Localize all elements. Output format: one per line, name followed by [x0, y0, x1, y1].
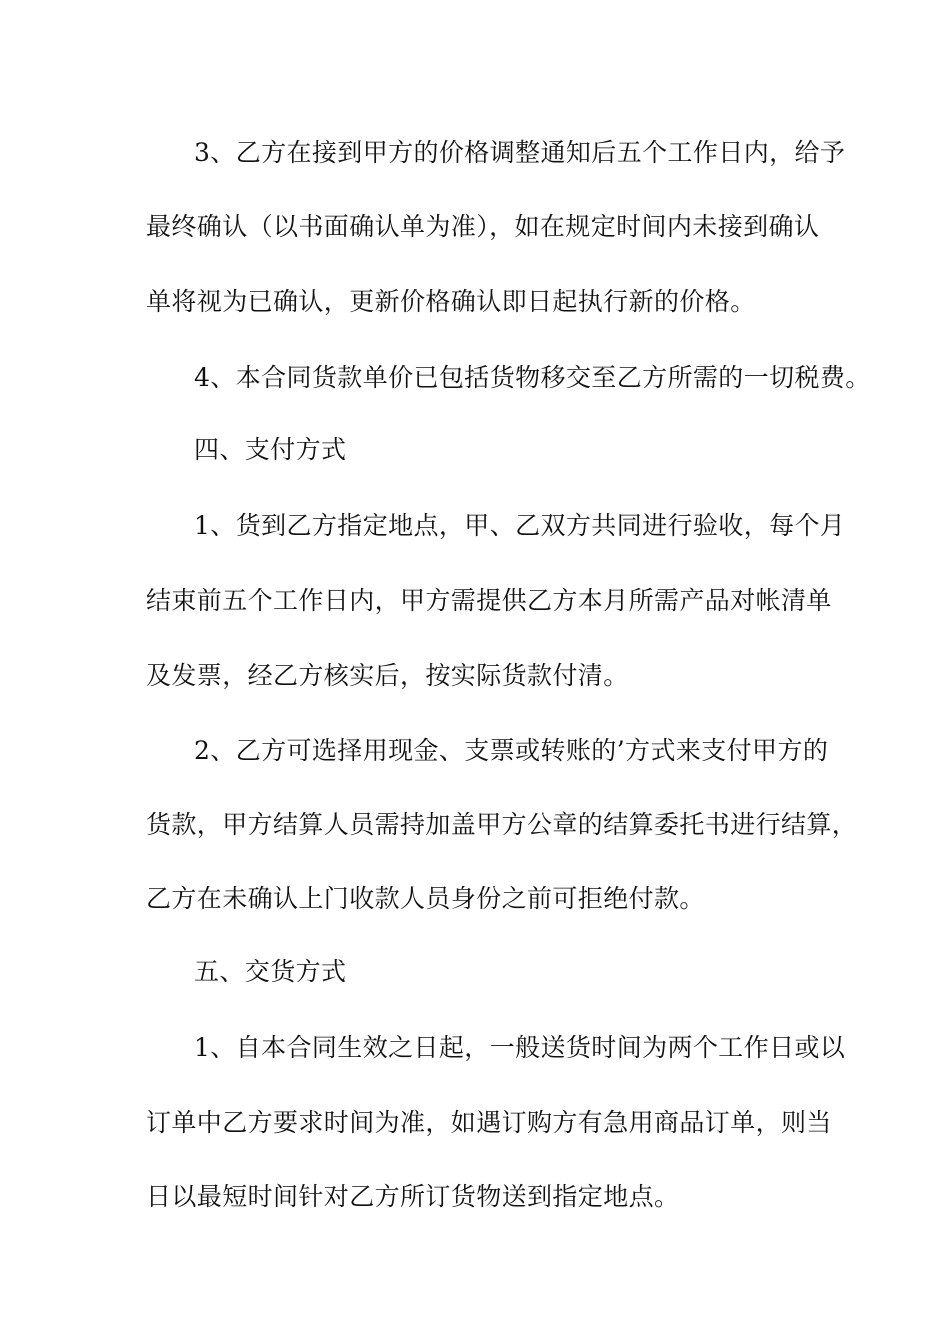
delivery-clause-1-line-2: 订单中乙方要求时间为准，如遇订购方有急用商品订单，则当	[146, 1108, 832, 1137]
clause-4-line-1: 4、本合同货款单价已包括货物移交至乙方所需的一切税费。	[194, 363, 871, 392]
payment-clause-2-line-2: 货款，甲方结算人员需持加盖甲方公章的结算委托书进行结算，	[146, 810, 858, 839]
clause-3-line-3: 单将视为已确认，更新价格确认即日起执行新的价格。	[146, 287, 756, 316]
clause-3-line-1: 3、乙方在接到甲方的价格调整通知后五个工作日内，给予	[194, 138, 846, 167]
payment-clause-2-line-1: 2、乙方可选择用现金、支票或转账的’方式来支付甲方的	[194, 736, 829, 765]
delivery-clause-1-line-1: 1、自本合同生效之日起，一般送货时间为两个工作日或以	[194, 1033, 846, 1062]
payment-clause-1-line-1: 1、货到乙方指定地点，甲、乙双方共同进行验收，每个月	[194, 511, 846, 540]
section-heading-payment: 四、支付方式	[194, 435, 347, 464]
payment-clause-1-line-3: 及发票，经乙方核实后，按实际货款付清。	[146, 661, 629, 690]
payment-clause-2-line-3: 乙方在未确认上门收款人员身份之前可拒绝付款。	[146, 884, 705, 913]
delivery-clause-1-line-3: 日以最短时间针对乙方所订货物送到指定地点。	[146, 1182, 680, 1211]
clause-3-line-2: 最终确认（以书面确认单为准），如在规定时间内未接到确认	[146, 212, 820, 241]
section-heading-delivery: 五、交货方式	[194, 957, 347, 986]
payment-clause-1-line-2: 结束前五个工作日内，甲方需提供乙方本月所需产品对帐清单	[146, 586, 832, 615]
